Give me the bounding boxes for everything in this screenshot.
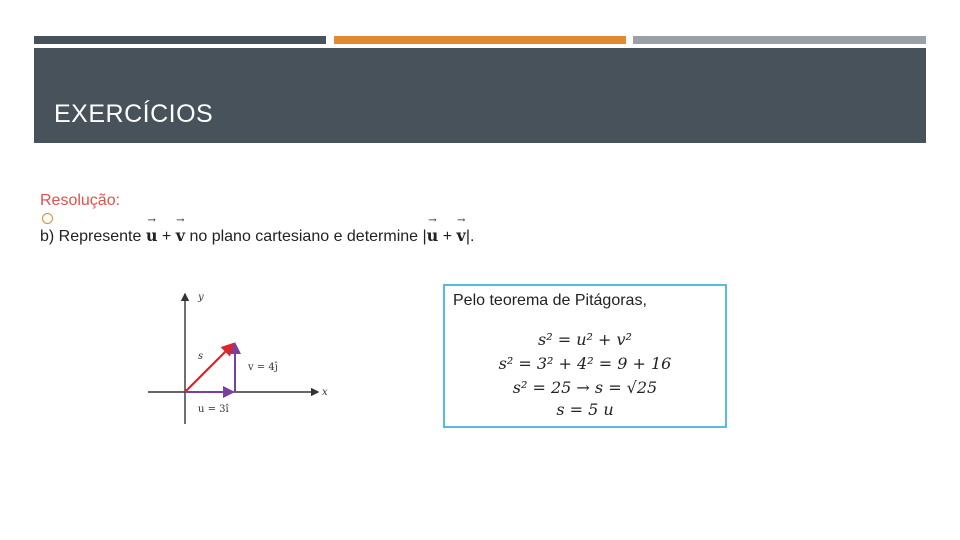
bullet-circle-icon: [42, 213, 53, 224]
y-axis-label: y: [198, 292, 204, 303]
accent-bar-orange: [334, 36, 626, 44]
pythagoras-box: [443, 284, 727, 428]
u-vector-label: u = 3î: [198, 404, 229, 415]
question-text: [40, 226, 474, 246]
accent-bar-dark: [34, 36, 326, 44]
s-vector-label: s: [198, 351, 204, 362]
equation-4: s = 5 u: [556, 400, 614, 419]
vector-u-symbol: → u: [146, 226, 158, 245]
v-vector-label: v = 4ĵ: [248, 362, 278, 373]
question-middle: no plano cartesiano e determine |: [185, 228, 427, 245]
vector-v-symbol: → v: [176, 226, 185, 245]
question-suffix: |.: [465, 228, 475, 245]
x-axis-label: x: [322, 387, 328, 398]
slide-title: EXERCÍCIOS: [54, 100, 214, 128]
accent-bar-gray: [633, 36, 926, 44]
resolution-label: Resolução:: [40, 192, 121, 209]
equation-3: s² = 25 → s = √25: [512, 378, 658, 397]
question-prefix: b) Represente: [40, 228, 146, 245]
vector-s-arrow: [185, 344, 233, 392]
plus-sign: +: [157, 228, 176, 245]
vector-u-symbol-2: → u: [427, 226, 439, 245]
equation-1: s² = u² + v²: [538, 330, 632, 349]
vector-v-symbol-2: → v: [457, 226, 466, 245]
box-heading: Pelo teorema de Pitágoras,: [453, 292, 647, 309]
title-banner: [34, 48, 926, 143]
equation-2: s² = 3² + 4² = 9 + 16: [498, 354, 672, 373]
plus-sign-2: +: [438, 228, 457, 245]
vector-graph: [140, 282, 340, 427]
